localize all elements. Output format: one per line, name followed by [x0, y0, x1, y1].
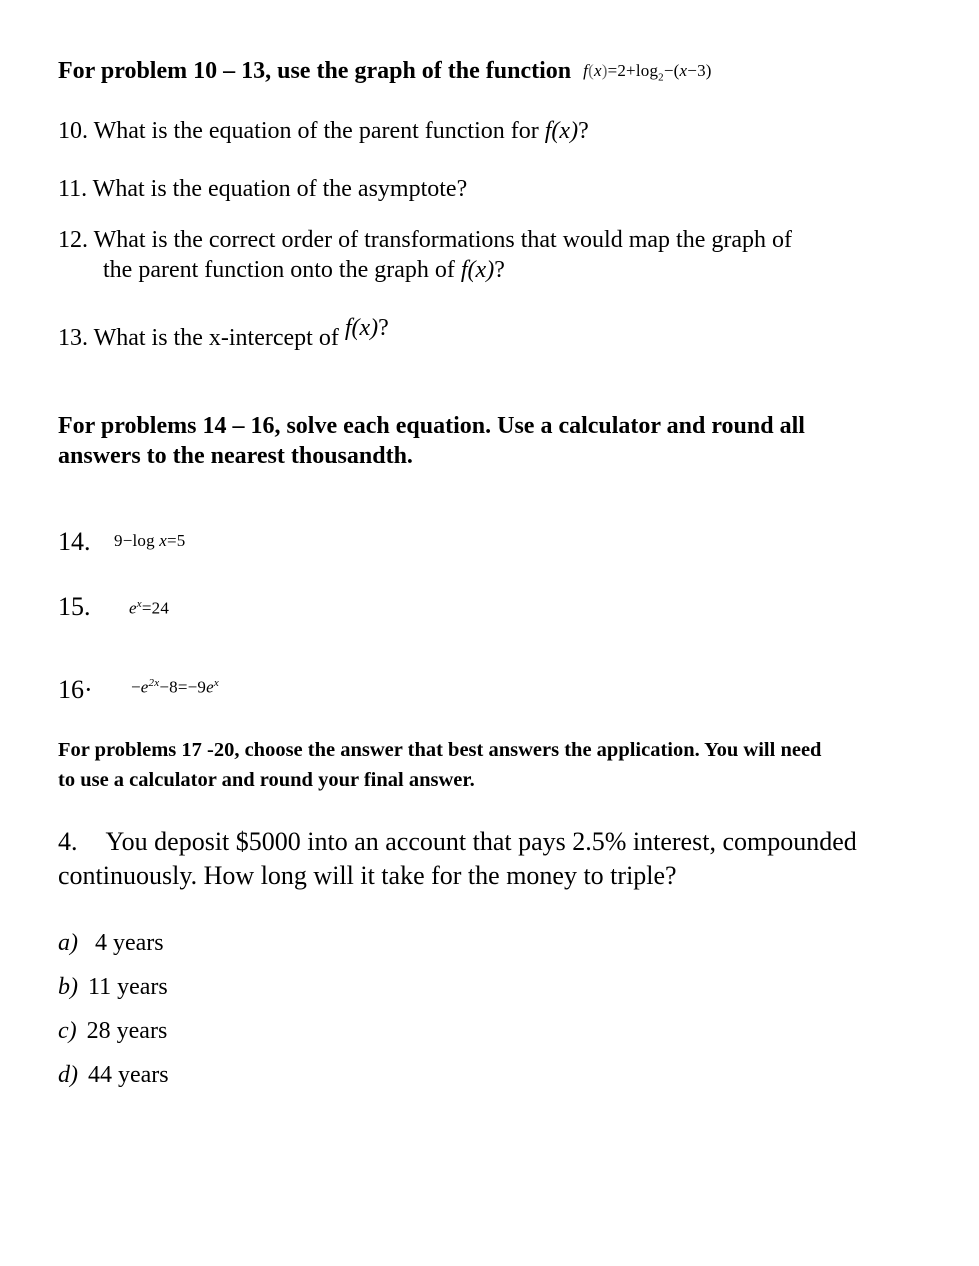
choice-b: b) 11 years: [58, 974, 168, 1000]
problem-16-number: 16·: [58, 675, 93, 704]
choice-c: c) 28 years: [58, 1018, 168, 1044]
problem-14-equation: 9−log x=5: [114, 531, 186, 550]
question-12-line2: the parent function onto the graph of f(x)?: [103, 257, 505, 283]
problem-16-equation: $-e^{2x}-8=-9e^x$: [131, 677, 219, 697]
question-4-line2: continuously. How long will it take for the money to triple?: [58, 861, 677, 890]
section1-heading-row: [58, 58, 712, 85]
section3-heading-line2: to use a calculator and round your final answer.: [58, 769, 475, 791]
problem-15-equation: $e^x=24$: [129, 598, 170, 618]
question-4-line1: 4. You deposit $5000 into an account that pays 2.5% interest, compounded: [58, 827, 857, 856]
section2-heading-line2: answers to the nearest thousandth.: [58, 443, 413, 469]
choice-a: a) 4 years: [58, 930, 164, 956]
choice-d: d) 44 years: [58, 1062, 169, 1088]
question-10: 10. What is the equation of the parent function for f(x)?: [58, 118, 589, 144]
section2-heading-line1: For problems 14 – 16, solve each equation. Use a calculator and round all: [58, 413, 805, 439]
question-13: 13. What is the x-intercept of f(x)?: [58, 315, 389, 351]
section3-heading-line1: For problems 17 -20, choose the answer that best answers the application. You will need: [58, 739, 822, 761]
question-12-line1: 12. What is the correct order of transformations that would map the graph of: [58, 227, 793, 253]
problem-14-number: 14.: [58, 527, 91, 556]
question-4-number: 4.: [58, 827, 78, 856]
section1-heading: For problem 10 – 13, use the graph of the function: [58, 58, 572, 84]
question-11: 11. What is the equation of the asymptote?: [58, 176, 468, 202]
function-definition: $f(x)=2+\log_2-(x-3)$: [583, 61, 712, 84]
problem-15-number: 15.: [58, 592, 91, 621]
